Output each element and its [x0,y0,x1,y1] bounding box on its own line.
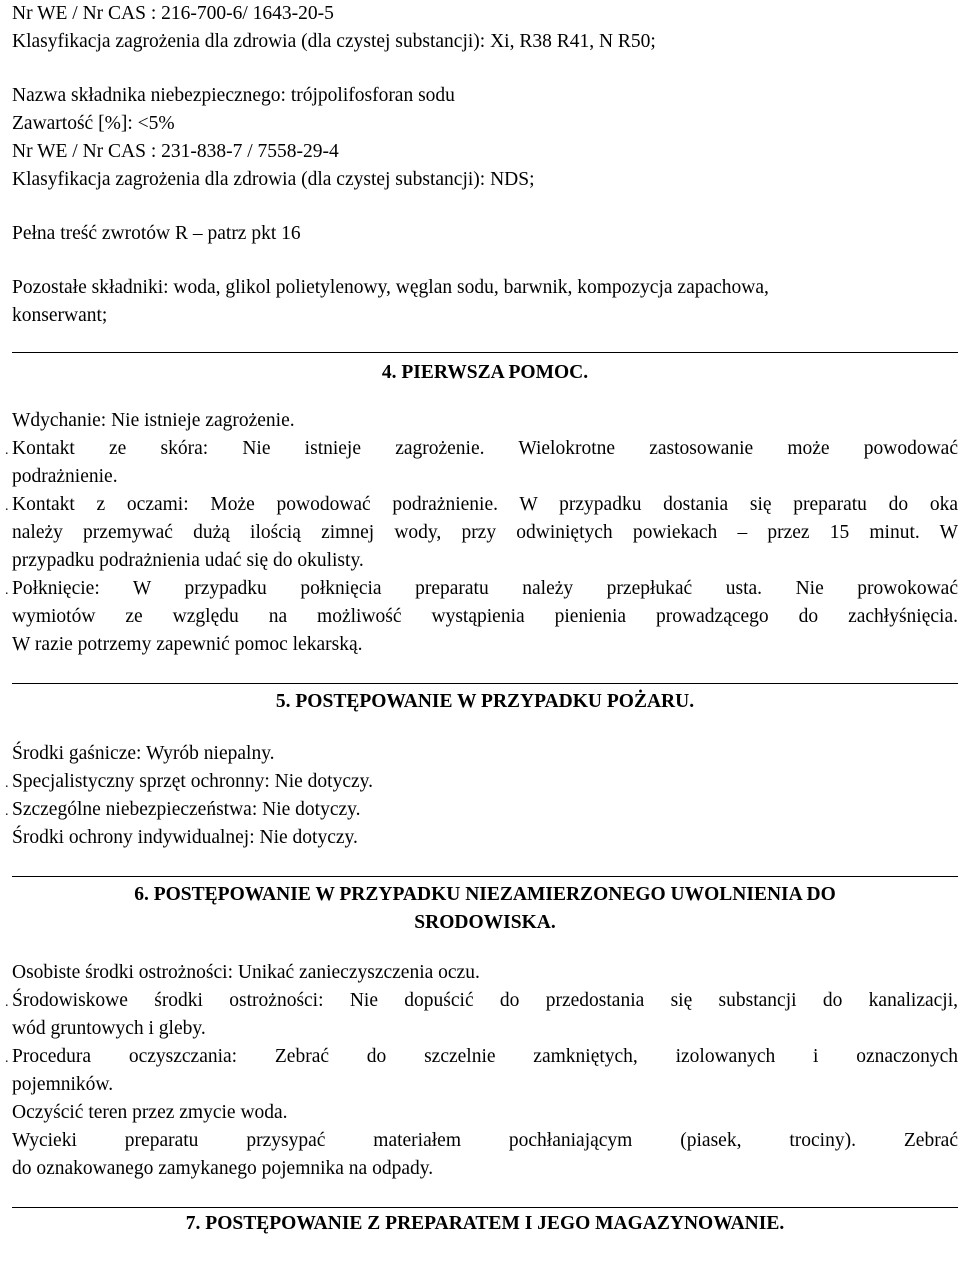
text-line: Oczyścić teren przez zmycie woda. [12,1102,288,1123]
text-line: Środki ochrony indywidualnej: Nie dotyczy. [12,827,358,848]
text-line: Nr WE / Nr CAS : 231-838-7 / 7558-29-4 [12,141,339,162]
text-line: Pozostałe składniki: woda, glikol polietylenowy, węglan sodu, barwnik, kompozycja zapachowa, [12,277,769,298]
text-line: Środki gaśnicze: Wyrób niepalny. [12,743,275,764]
text-line: . Środowiskowe środki ostrożności: Nie dopuścić do przedostania się substancji do kanalizacji, [12,987,958,1015]
text-line: wód gruntowych i gleby. [12,1018,206,1039]
text-line: przypadku podrażnienia udać się do okulisty. [12,550,364,571]
text-line: W razie potrzemy zapewnić pomoc lekarską. [12,634,363,655]
text-line: Klasyfikacja zagrożenia dla zdrowia (dla czystej substancji): NDS; [12,169,535,190]
text-line: Wdychanie: Nie istnieje zagrożenie. [12,410,295,431]
text-line: Klasyfikacja zagrożenia dla zdrowia (dla czystej substancji): Xi, R38 R41, N R50; [12,31,656,52]
text-line: . Procedura oczyszczania: Zebrać do szczelnie zamkniętych, izolowanych i oznaczonych [12,1043,958,1071]
text-line: Nr WE / Nr CAS : 216-700-6/ 1643-20-5 [12,3,334,24]
section-6-heading-cont: SRODOWISKA. [414,912,556,933]
text-line: Pełna treść zwrotów R – patrz pkt 16 [12,223,301,244]
document-page [12,0,958,1238]
text-line: Zawartość [%]: <5% [12,113,175,134]
text-line: Nazwa składnika niebezpiecznego: trójpolifosforan sodu [12,85,455,106]
text-line: Osobiste środki ostrożności: Unikać zanieczyszczenia oczu. [12,962,480,983]
text-line: . Połknięcie: W przypadku połknięcia preparatu należy przepłukać usta. Nie prowokować [12,575,958,603]
section-6-heading: 6. POSTĘPOWANIE W PRZYPADKU NIEZAMIERZONEGO UWOLNIENIA DO [134,884,836,905]
text-line: konserwant; [12,305,108,326]
section-7-heading: 7. POSTĘPOWANIE Z PREPARATEM I JEGO MAGAZYNOWANIE. [185,1213,785,1234]
text-line: należy przemywać dużą ilością zimnej wody, przy odwiniętych powiekach – przez 15 minut. W [12,522,958,543]
text-line: pojemników. [12,1074,114,1095]
text-line: . Szczególne niebezpieczeństwa: Nie dotyczy. [12,796,958,824]
text-line: . Kontakt z oczami: Może powodować podrażnienie. W przypadku dostania się preparatu do oka [12,491,958,519]
text-line: wymiotów ze względu na możliwość wystąpienia pienienia prowadzącego do zachłyśnięcia. [12,606,958,627]
section-4-heading: 4. PIERWSZA POMOC. [381,362,589,383]
section-5-heading: 5. POSTĘPOWANIE W PRZYPADKU POŻARU. [275,691,695,712]
text-line: podrażnienie. [12,466,118,487]
text-line: Wycieki preparatu przysypać materiałem pochłaniającym (piasek, trociny). Zebrać [12,1130,958,1151]
text-line: . Specjalistyczny sprzęt ochronny: Nie dotyczy. [12,768,958,796]
text-line: do oznakowanego zamykanego pojemnika na odpady. [12,1158,434,1179]
text-line: . Kontakt ze skóra: Nie istnieje zagrożenie. Wielokrotne zastosowanie może powodować [12,435,958,463]
